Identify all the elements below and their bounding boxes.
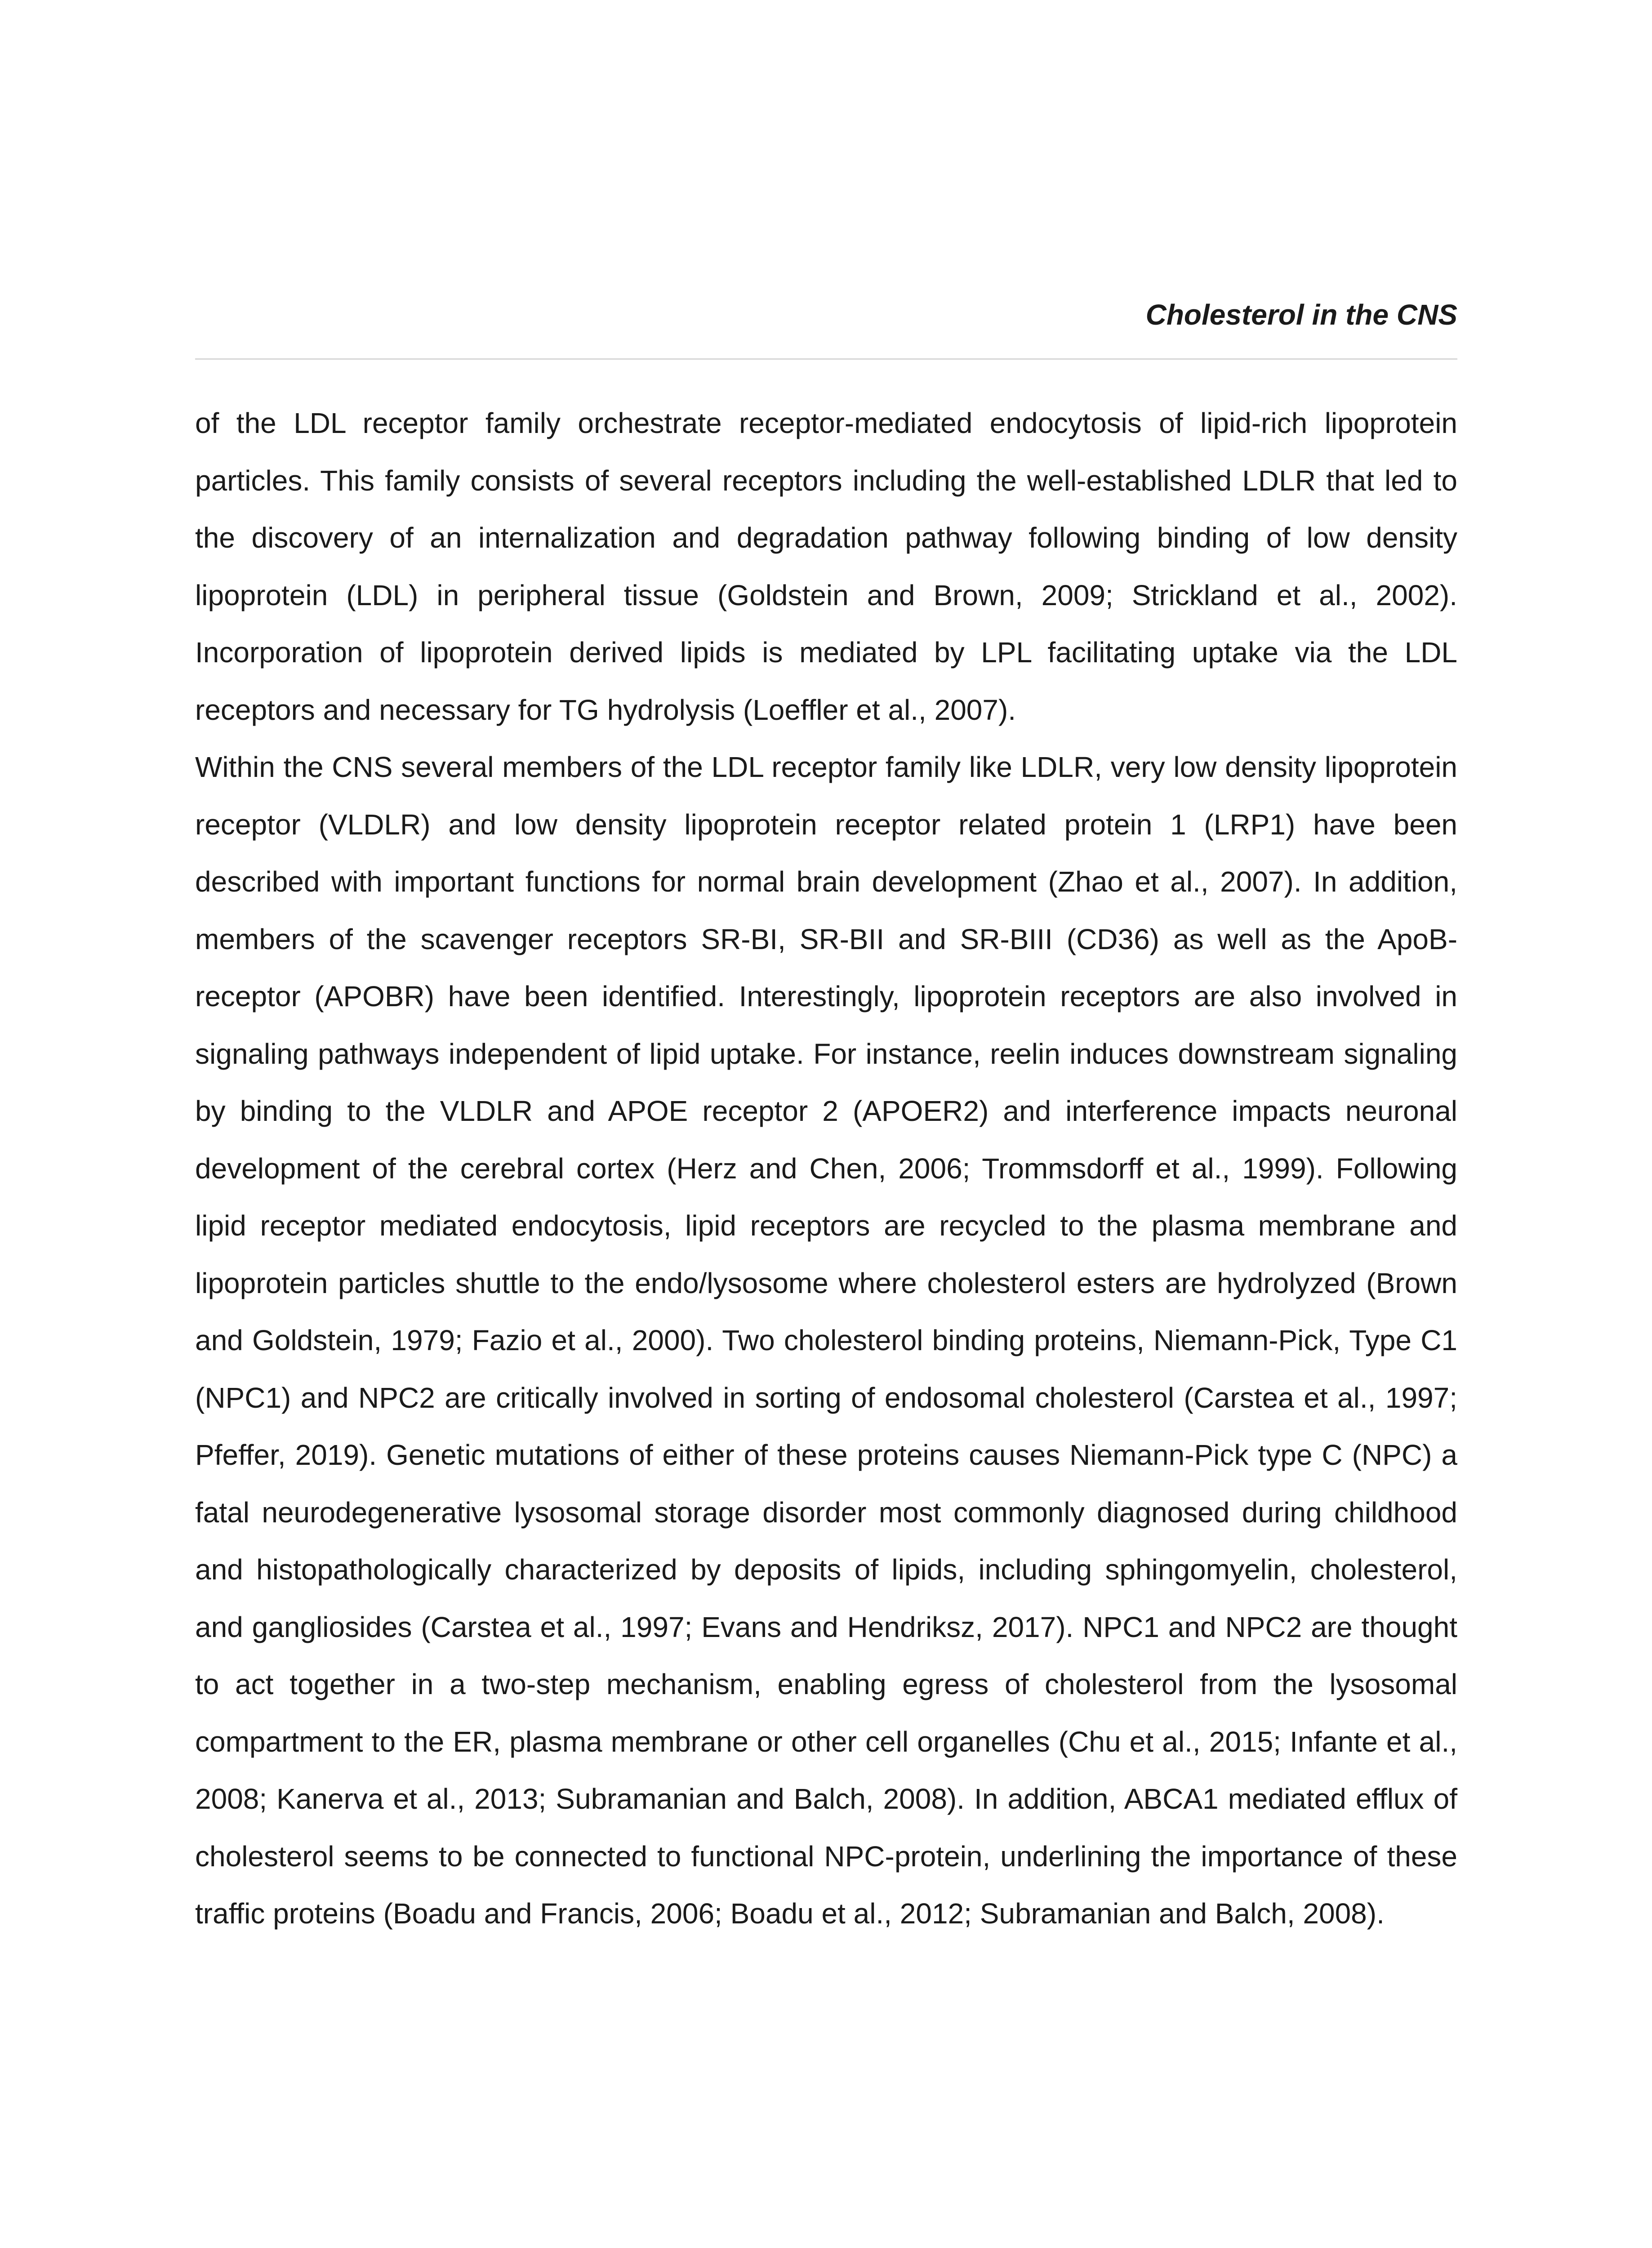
paragraph-1: of the LDL receptor family orchestrate receptor-mediated endocytosis of lipid-rich lipoprotein particles. This family consists of several receptors including the well-established LDLR that led to the discovery of an internalization and degradation pathway following binding of low density lipoprotein (LDL) in peripheral tissue (Goldstein and Brown, 2009; Strickland et al., 2002). Incorporation of lipoprotein derived lipids is mediated by LPL facilitating uptake via the LDL receptors and necessary for TG hydrolysis (Loeffler et al., 2007). [195,407,1457,726]
header-divider [195,358,1457,360]
running-header: Cholesterol in the CNS [1145,299,1457,331]
paragraph-2: Within the CNS several members of the LDL receptor family like LDLR, very low density lipoprotein receptor (VLDLR) and low density lipoprotein receptor related protein 1 (LRP1) have been described with important functions for normal brain development (Zhao et al., 2007). In addition, members of the scavenger receptors SR-BI, SR-BII and SR-BIII (CD36) as well as the ApoB-receptor (APOBR) have been identified. Interestingly, lipoprotein receptors are also involved in signaling pathways independent of lipid uptake. For instance, reelin induces downstream signaling by binding to the VLDLR and APOE receptor 2 (APOER2) and interference impacts neuronal development of the cerebral cortex (Herz and Chen, 2006; Trommsdorff et al., 1999). Following lipid receptor mediated endocytosis, lipid receptors are recycled to the plasma membrane and lipoprotein particles shuttle to the endo/lysosome where cholesterol esters are hydrolyzed (Brown and Goldstein, 1979; Fazio et al., 2000). Two cholesterol binding proteins, Niemann-Pick, Type C1 (NPC1) and NPC2 are critically involved in sorting of endosomal cholesterol (Carstea et al., 1997; Pfeffer, 2019). Genetic mutations of either of these proteins causes Niemann-Pick type C (NPC) a fatal neurodegenerative lysosomal storage disorder most commonly diagnosed during childhood and histopathologically characterized by deposits of lipids, including sphingomyelin, cholesterol, and gangliosides (Carstea et al., 1997; Evans and Hendriksz, 2017). NPC1 and NPC2 are thought to act together in a two-step mechanism, enabling egress of cholesterol from the lysosomal compartment to the ER, plasma membrane or other cell organelles (Chu et al., 2015; Infante et al., 2008; Kanerva et al., 2013; Subramanian and Balch, 2008). In addition, ABCA1 mediated efflux of cholesterol seems to be connected to functional NPC-protein, underlining the importance of these traffic proteins (Boadu and Francis, 2006; Boadu et al., 2012; Subramanian and Balch, 2008). [195,751,1457,1930]
body-text [195,395,1457,1943]
